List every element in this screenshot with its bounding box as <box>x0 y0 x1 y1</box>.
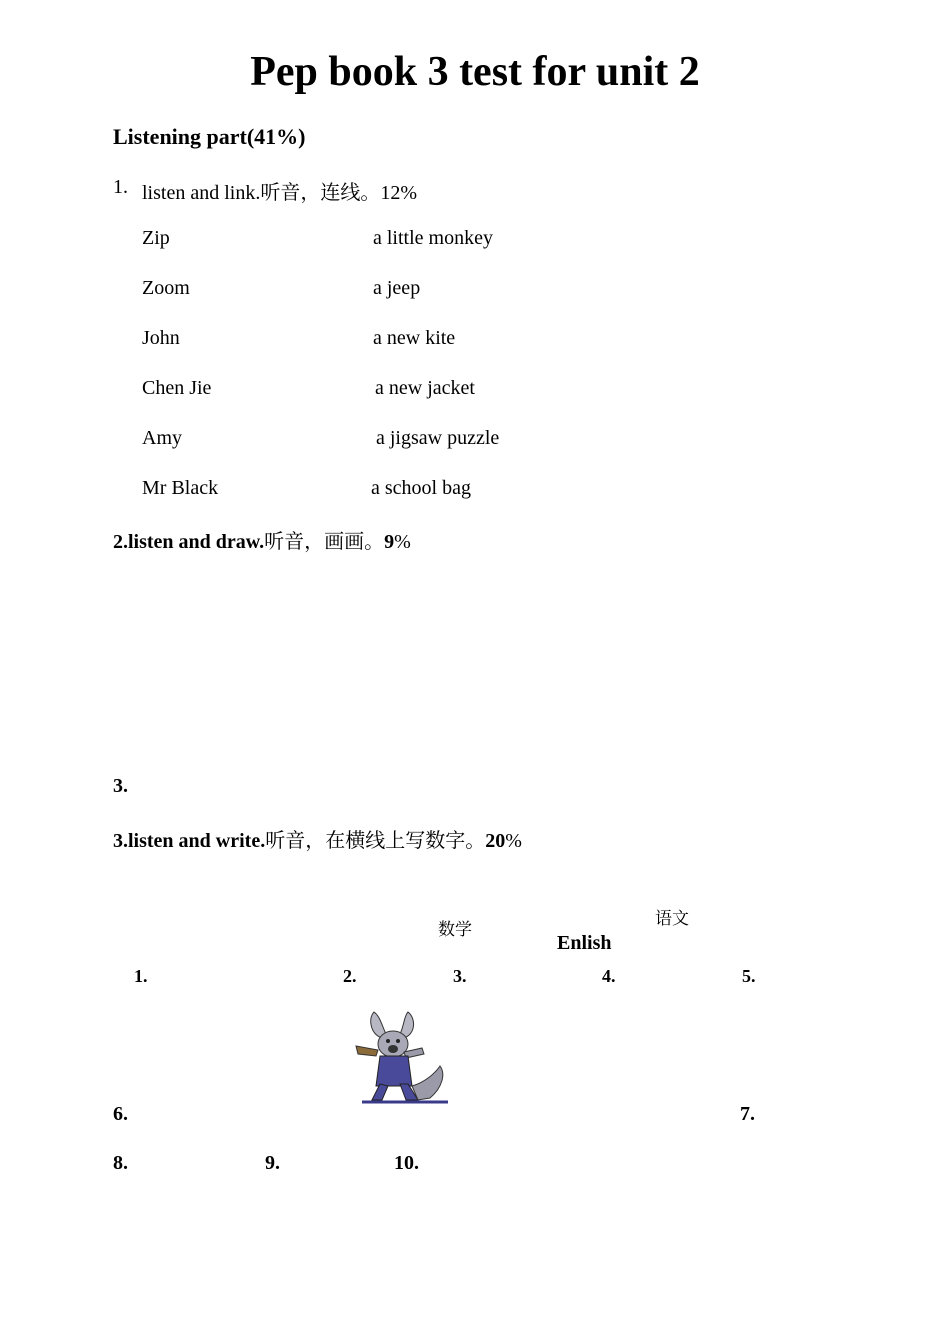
section3-label-en: 3.listen and write. <box>113 830 266 852</box>
subject-english: Enlish <box>557 932 612 954</box>
name-john: John <box>142 327 180 349</box>
page-title: Pep book 3 test for unit 2 <box>250 49 700 95</box>
answer-number-9: 9. <box>265 1152 280 1174</box>
name-chen-jie: Chen Jie <box>142 377 212 399</box>
answer-number-4: 4. <box>602 966 616 986</box>
answer-number-2: 2. <box>343 966 357 986</box>
item-little-monkey: a little monkey <box>373 227 493 249</box>
section2-label-cn: 听音，画画。 <box>264 531 385 553</box>
subject-chinese: 语文 <box>655 909 689 928</box>
item-jeep: a jeep <box>373 277 421 299</box>
section3-label-cn: 听音，在横线上写数字。 <box>265 830 486 852</box>
item-school-bag: a school bag <box>371 477 471 499</box>
answer-number-8: 8. <box>113 1152 128 1174</box>
listening-part-heading: Listening part(41%) <box>113 124 306 149</box>
answer-number-5: 5. <box>742 966 756 986</box>
section2-pct: % <box>394 531 411 553</box>
answer-number-1: 1. <box>134 966 148 986</box>
section3-label <box>113 824 522 853</box>
rabbit-cartoon-icon <box>352 1008 452 1104</box>
section2-label-en: 2.listen and draw. <box>113 531 265 553</box>
answer-number-3: 3. <box>453 966 467 986</box>
item-new-kite: a new kite <box>373 327 456 349</box>
name-zip: Zip <box>142 227 170 249</box>
section2-label <box>113 525 411 554</box>
section3-pct: % <box>505 830 522 852</box>
section1-label: listen and link.听音，连线。12% <box>142 182 417 204</box>
name-mr-black: Mr Black <box>142 477 219 499</box>
answer-number-6: 6. <box>113 1103 128 1125</box>
answer-number-10: 10. <box>394 1152 419 1174</box>
name-amy: Amy <box>142 427 182 449</box>
item-jigsaw-puzzle: a jigsaw puzzle <box>376 427 500 449</box>
section3-score: 20 <box>485 830 506 852</box>
answer-number-7: 7. <box>740 1103 755 1125</box>
section3-number: 3. <box>113 775 128 797</box>
name-zoom: Zoom <box>142 277 190 299</box>
section2-score: 9 <box>384 531 395 553</box>
subject-math: 数学 <box>438 920 472 939</box>
item-new-jacket: a new jacket <box>375 377 475 399</box>
section1-number: 1. <box>113 176 128 198</box>
